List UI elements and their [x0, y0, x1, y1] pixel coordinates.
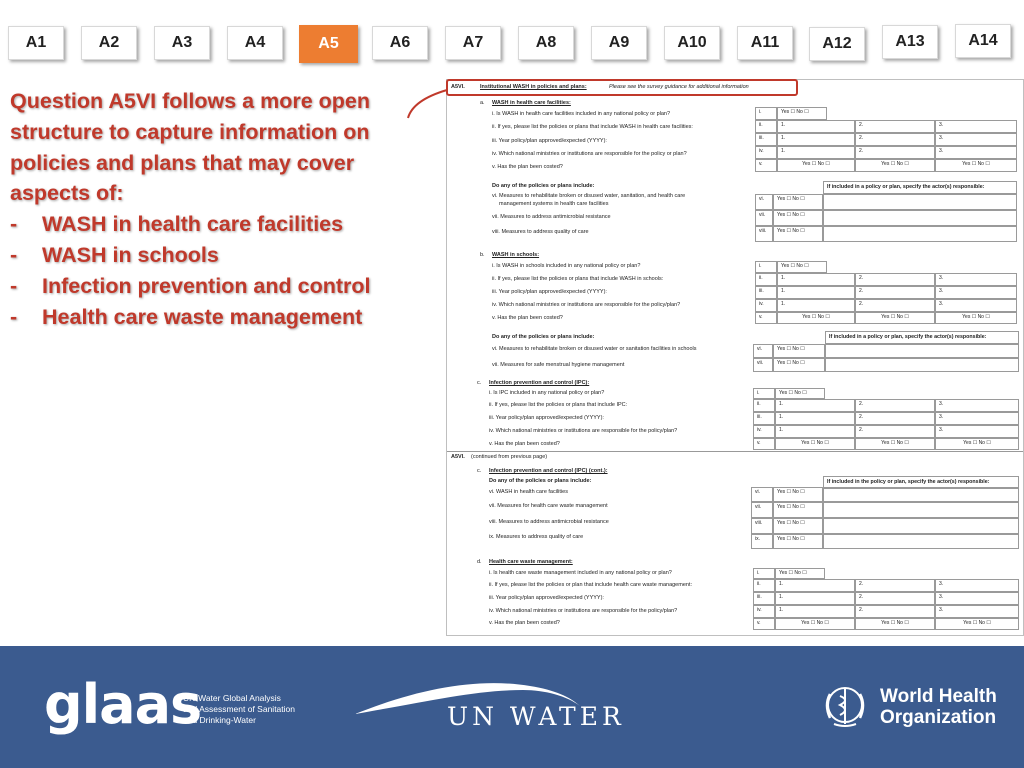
- who-logo-text: World Health Organization: [880, 686, 997, 728]
- tab-a7[interactable]: A7: [445, 26, 501, 60]
- form-id: A5VI.: [451, 84, 465, 90]
- tab-a8[interactable]: A8: [518, 26, 574, 60]
- intro-text: Question A5VI follows a more open structure to capture information on policies and plans that may cover aspects of:: [10, 89, 370, 206]
- list-item: - Infection prevention and control: [10, 273, 371, 298]
- highlight-box: [446, 79, 798, 96]
- tab-a2[interactable]: A2: [81, 26, 137, 60]
- tab-a1[interactable]: A1: [8, 26, 64, 60]
- tab-a12[interactable]: A12: [809, 27, 865, 61]
- callout-connector: [405, 80, 450, 120]
- tab-a5[interactable]: A5: [299, 25, 358, 63]
- aspect-list: [10, 209, 410, 332]
- tab-a14[interactable]: A14: [955, 24, 1011, 58]
- glaas-logo: glaas: [44, 673, 202, 736]
- list-item: - WASH in schools: [10, 242, 219, 267]
- un-water-logo: UN WATER: [447, 702, 625, 731]
- tab-a4[interactable]: A4: [227, 26, 283, 60]
- question-description: [10, 86, 410, 332]
- section-b-title: WASH in schools:: [492, 252, 540, 258]
- list-item: - WASH in health care facilities: [10, 212, 344, 237]
- who-emblem-icon: [820, 680, 870, 730]
- tab-a9[interactable]: A9: [591, 26, 647, 60]
- tab-a11[interactable]: A11: [737, 26, 793, 60]
- tab-a10[interactable]: A10: [664, 26, 720, 60]
- glaas-subtitle: UN-Water Global Analysis and Assessment of Sanitation and Drinking-Water: [183, 693, 295, 725]
- tab-a6[interactable]: A6: [372, 26, 428, 60]
- section-d-title: Health care waste management:: [489, 559, 573, 565]
- tab-bar: [0, 0, 1024, 80]
- tab-a13[interactable]: A13: [882, 25, 938, 59]
- form-title-note: Please see the survey guidance for additional information: [609, 84, 749, 90]
- list-item: - Health care waste management: [10, 304, 363, 329]
- section-c-cont-title: Infection prevention and control (IPC) (cont.):: [489, 468, 608, 474]
- page-divider: [447, 451, 1024, 452]
- form-title: Institutional WASH in policies and plans:: [480, 84, 587, 90]
- section-c-title: Infection prevention and control (IPC):: [489, 380, 590, 386]
- section-a-title: WASH in health care facilities:: [492, 100, 571, 106]
- survey-form-image: A5VI. Institutional WASH in policies and plans: Please see the survey guidance for additional information a. WASH in health care facilities: i. Is WASH in health care facilities included in any national policy or plan? ii. If yes, please list the policies or plans that include WASH in health care facilities: iii. Year policy/plan approved/expected (YYYY): iv. Which national ministries or institutions are responsible for the policy or plan? v. Has the plan been costed? i. Yes ☐ No ☐ ii. 1. 2. 3. iii. 1. 2. 3. iv. 1. 2. 3. v. Yes ☐ No ☐ Yes ☐ No ☐ Yes ☐ No ☐ Do any of the policies or plans include: If included in a policy or plan, specify the actor(s) responsible: vi. Measures to rehabilitate broken or disused water, sanitation, and health care management systems in health care facilities vii. Measures to address antimicrobial resistance viii. Measures to address quality of care vi. Yes ☐ No ☐ vii. Yes ☐ No ☐ viii. Yes ☐ No ☐ b. WASH in schools: i. Is WASH in schools included in any national policy or plan? ii. If yes, please list the policies or plans that include WASH in schools: iii. Year policy/plan approved/expected (YYYY): iv. Which national ministries or institutions are responsible for the policy/plan? v. Has the plan been costed? i. Yes ☐ No ☐ ii. 1. 2. 3. iii. 1. 2. 3. iv. 1. 2. 3. v. Yes ☐ No ☐ Yes ☐ No ☐ Yes ☐ No ☐ Do any of the policies or plans include: If included in a policy or plan, specify the actor(s) responsible: vi. Measures to rehabilitate broken or disused water or sanitation facilities in schools vii. Measures for safe menstrual hygiene management vi. Yes ☐ No ☐ vii. Yes ☐ No ☐ c. Infection prevention and control (IPC): i. Is IPC included in any national policy or plan? ii. If yes, please list the policies or plans that include IPC: iii. Year policy/plan approved/expected (YYYY): iv. Which national ministries or institutions are responsible for the policy/plan? v. Has the plan been costed? i. Yes ☐ No ☐ ii. 1. 2. 3. iii. 1. 2. 3. iv. 1. 2. 3. v. Yes ☐ No ☐ Yes ☐ No ☐ Yes ☐ No ☐ A5VI. (continued from previous page) c. Infection prevention and control (IPC) (cont.): Do any of the policies or plans include: If included in the policy or plan, specify the actor(s) responsible: vi. WASH in health care facilities vii. Measures for health care waste management viii. Measures to address antimicrobial resistance ix. Measures to address quality of care vi. Yes ☐ No ☐ vii. Yes ☐ No ☐ viii. Yes ☐ No ☐ ix. Yes ☐ No ☐ d. Health care waste management: i. Is health care waste management included in any national policy or plan? ii. If yes, please list the policies or plan that include health care waste management: iii. Year policy/plan approved/expected (YYYY): iv. Which national ministries or institutions are responsible for the policy/plan? v. Has the plan been costed? i. Yes ☐ No ☐ ii. 1. 2. 3. iii. 1. 2. 3. iv. 1. 2. 3. v. Yes ☐ No ☐ Yes ☐ No ☐ Yes ☐ No ☐: [446, 79, 1024, 636]
- tab-a3[interactable]: A3: [154, 26, 210, 60]
